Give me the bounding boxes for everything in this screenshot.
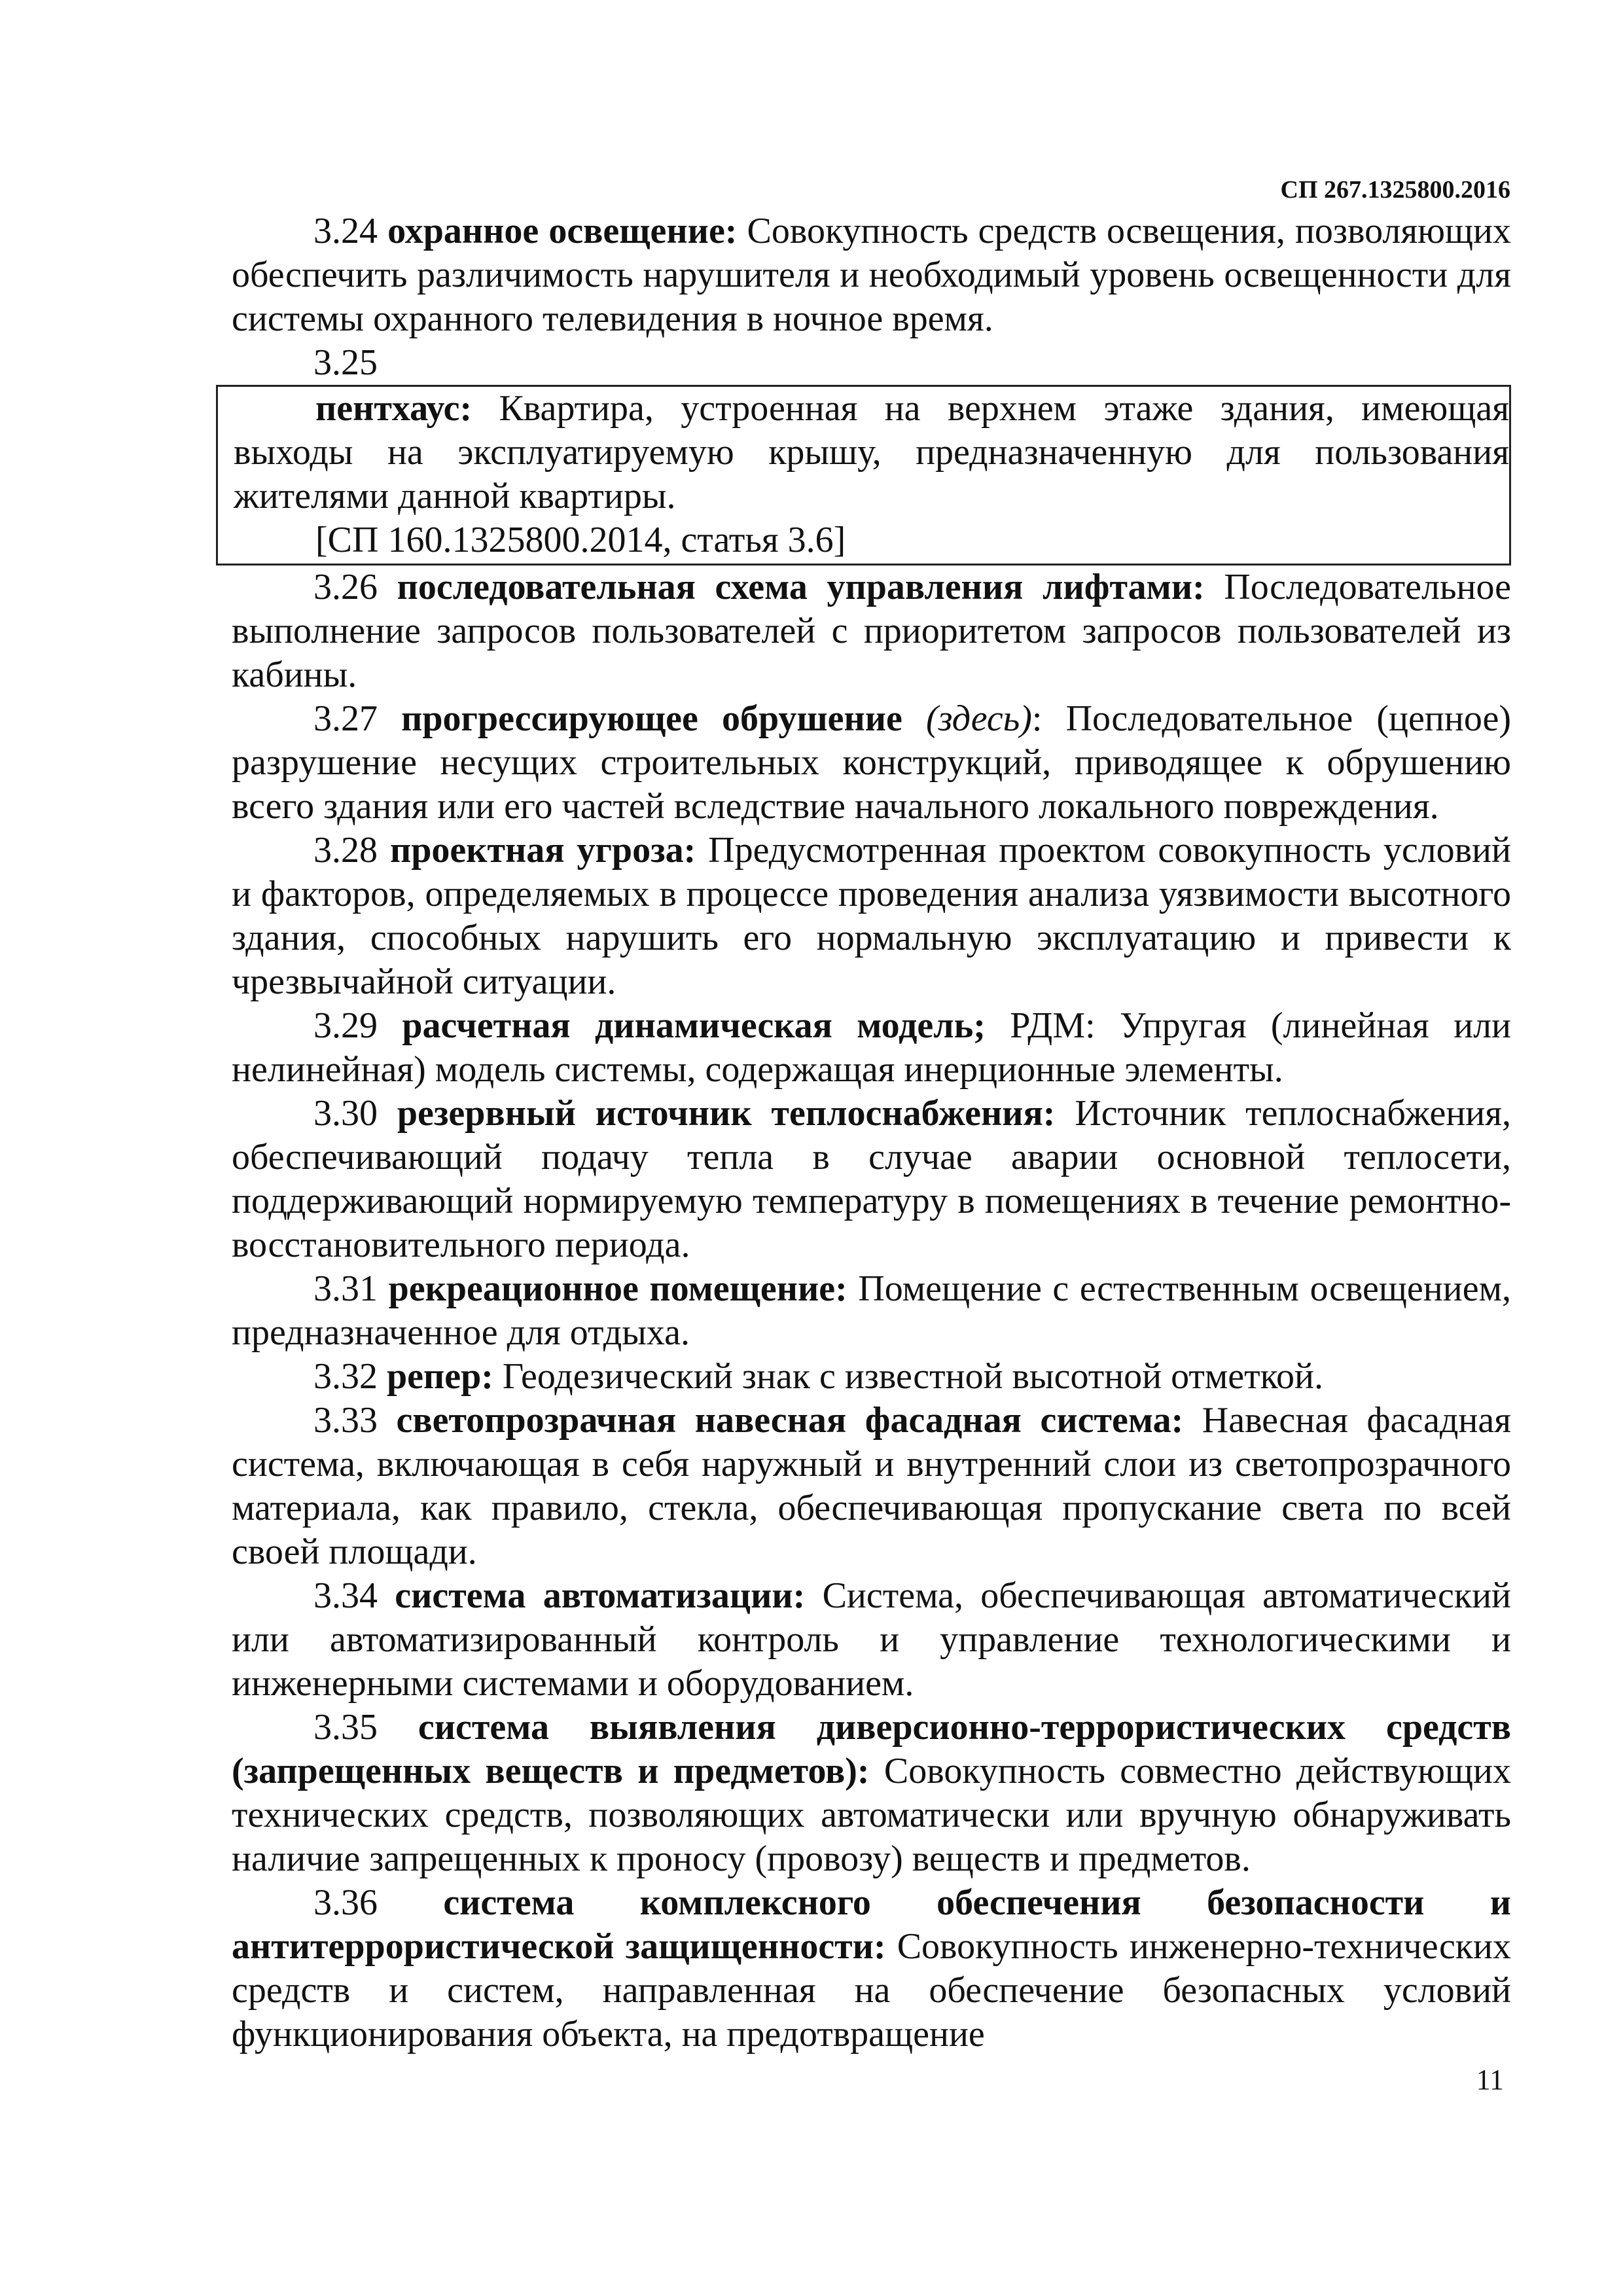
term-definition: РДМ: Упругая (линейная или нелинейная) модель системы, содержащая инерционные элементы. — [232, 1005, 1512, 1090]
term-name: расчетная динамическая модель; — [402, 1005, 986, 1046]
term-number: 3.26 — [313, 567, 378, 607]
term-number: 3.27 — [313, 698, 378, 739]
term-3-30 — [232, 1092, 1511, 1267]
term-number: 3.28 — [313, 830, 378, 870]
term-3-33 — [232, 1399, 1511, 1574]
term-note: (здесь) — [902, 698, 1032, 739]
term-definition: Совокупность средств освещения, позволяющих обеспечить различимость нарушителя и необходимый уровень освещенности для системы охранного телевидения в ночное время. — [232, 211, 1512, 339]
term-name: охранное освещение: — [387, 211, 738, 251]
term-3-34 — [232, 1574, 1511, 1706]
term-3-36 — [232, 1881, 1511, 2056]
term-name: светопрозрачная навесная фасадная система: — [396, 1400, 1184, 1441]
term-name: система выявления диверсионно-террористических средств (запрещенных веществ и предметов): — [232, 1707, 1512, 1791]
page-number: 11 — [1476, 2064, 1504, 2096]
term-name: резервный источник теплоснабжения: — [397, 1093, 1056, 1134]
term-3-26 — [232, 565, 1511, 697]
term-3-25-number — [232, 341, 1511, 385]
term-name: репер: — [387, 1356, 493, 1397]
term-3-25 — [234, 387, 1509, 518]
term-3-24 — [232, 209, 1511, 341]
term-definition: Предусмотренная проектом совокупность условий и факторов, определяемых в процессе проведения анализа уязвимости высотного здания, способных нарушить его нормальную эксплуатацию и привести к чрезвычайной ситуации. — [232, 830, 1511, 1002]
term-definition: : Последовательное (цепное) разрушение несущих строительных конструкций, приводящее к обрушению всего здания или его частей вследствие начального локального повреждения. — [232, 698, 1512, 827]
term-definition: Совокупность инженерно-технических средств и систем, направленная на обеспечение безопасных условий функционирования объекта, на предотвращение — [232, 1926, 1511, 2054]
term-name: рекреационное помещение: — [388, 1268, 847, 1309]
term-3-29 — [232, 1004, 1511, 1092]
term-definition: Система, обеспечивающая автоматический или автоматизированный контроль и управление технологическими и инженерными системами и оборудованием. — [232, 1575, 1512, 1704]
term-definition: Совокупность совместно действующих технических средств, позволяющих автоматически или вручную обнаруживать наличие запрещенных к проносу (провозу) веществ и предметов. — [232, 1751, 1511, 1879]
term-number: 3.30 — [313, 1093, 378, 1134]
term-3-28 — [232, 829, 1511, 1004]
term-name: пентхаус: — [315, 388, 473, 429]
term-number: 3.24 — [313, 211, 378, 251]
term-definition: Помещение с естественным освещением, предназначенное для отдыха. — [232, 1268, 1512, 1353]
term-definition: Квартира, устроенная на верхнем этаже здания, имеющая выходы на эксплуатируемую крышу, предназначенную для пользования жителями данной квартиры. — [234, 388, 1509, 516]
term-definition: Геодезический знак с известной высотной отметкой. — [493, 1356, 1323, 1397]
term-name: прогрессирующее обрушение — [401, 698, 902, 739]
term-name: проектная угроза: — [389, 830, 696, 870]
document-body — [232, 209, 1511, 2056]
term-number: 3.34 — [313, 1575, 378, 1616]
term-3-32 — [232, 1355, 1511, 1399]
term-definition: Источник теплоснабжения, обеспечивающий подачу тепла в случае аварии основной теплосети, поддерживающий нормируемую температуру в помещениях в течение ремонтно-восстановительного периода. — [232, 1093, 1512, 1265]
term-number: 3.25 — [313, 342, 378, 383]
term-name: последовательная схема управления лифтами: — [397, 567, 1205, 607]
term-number: 3.32 — [313, 1356, 378, 1397]
term-number: 3.33 — [313, 1400, 378, 1441]
quoted-definition-box — [216, 385, 1511, 565]
term-3-35 — [232, 1706, 1511, 1881]
reference-text: [СП 160.1325800.2014, статья 3.6] — [315, 520, 846, 560]
term-name: система автоматизации: — [395, 1575, 806, 1616]
term-3-31 — [232, 1267, 1511, 1355]
source-reference — [234, 518, 1509, 562]
term-number: 3.31 — [313, 1268, 378, 1309]
term-3-27 — [232, 697, 1511, 829]
term-definition: Последовательное выполнение запросов пользователей с приоритетом запросов пользователей из кабины. — [232, 567, 1511, 695]
term-number: 3.36 — [313, 1882, 378, 1923]
term-number: 3.29 — [313, 1005, 378, 1046]
term-name: система комплексного обеспечения безопасности и антитеррористической защищенности: — [232, 1882, 1512, 1967]
term-number: 3.35 — [313, 1707, 378, 1748]
document-code-header: СП 267.1325800.2016 — [1280, 176, 1510, 204]
term-definition: Навесная фасадная система, включающая в себя наружный и внутренний слои из светопрозрачного материала, как правило, стекла, обеспечивающая пропускание света по всей своей площади. — [232, 1400, 1512, 1572]
